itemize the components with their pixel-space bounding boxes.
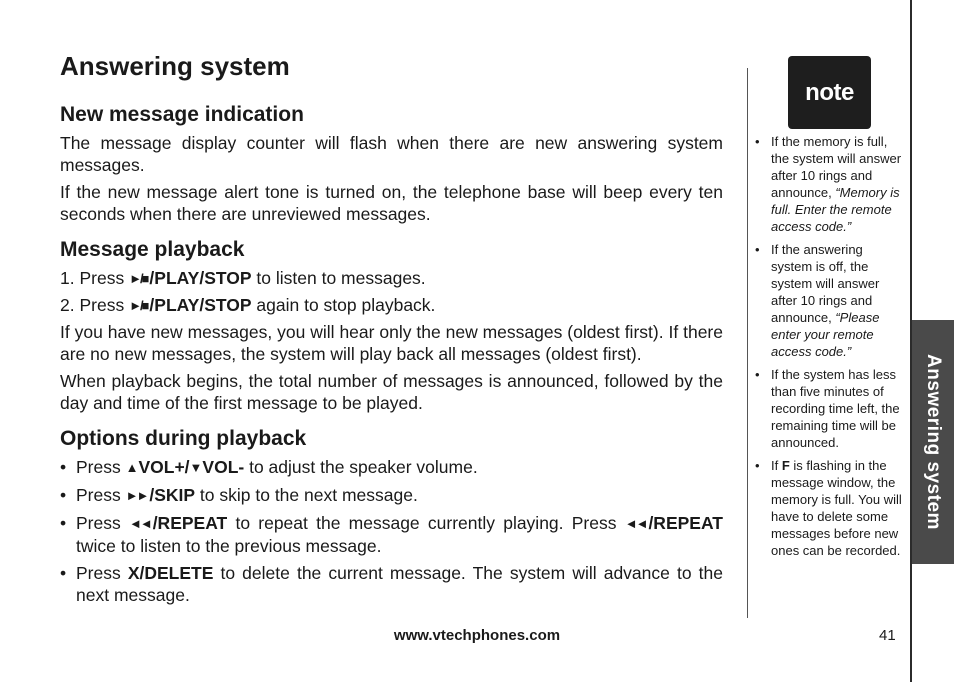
heading-message-playback: Message playback [60, 238, 245, 261]
option-volume: • Press ▲ VOL+/▼ VOL- to adjust the speaker volume. [60, 456, 723, 479]
option-repeat: • Press ◄◄ /REPEAT to repeat the message currently playing. Press ◄◄ /REPEAT twice to listen to the previous message. [60, 512, 723, 557]
side-tab-label: Answering system [923, 354, 944, 530]
note-badge: note [788, 56, 871, 129]
page-number: 41 [879, 627, 896, 644]
main-content [60, 50, 723, 611]
skip-icon: ►► [125, 488, 148, 503]
play-stop-icon: ►/■ [129, 298, 148, 313]
footer-url: www.vtechphones.com [393, 627, 561, 644]
play-stop-icon: ►/■ [129, 271, 148, 286]
playback-step-1: 1. Press ►/■ /PLAY/STOP to listen to messages. [60, 268, 426, 288]
repeat-icon: ◄◄ [128, 516, 151, 531]
heading-new-message: New message indication [60, 103, 304, 126]
note-item-time-left: • If the system has less than five minutes of recording time left, the remaining time will be announced. [755, 366, 905, 451]
column-divider [747, 68, 748, 618]
repeat-icon: ◄◄ [624, 516, 647, 531]
page-title: Answering system [60, 51, 290, 81]
volume-down-icon: ▼ [189, 460, 201, 475]
note-item-memory-full: • If the memory is full, the system will answer after 10 rings and announce, “Memory is full. Enter the remote access code.” [755, 133, 905, 235]
option-delete: • Press X/DELETE to delete the current message. The system will advance to the next message. [60, 562, 723, 606]
playback-paragraph-1: If you have new messages, you will hear only the new messages (oldest first). If there are no new messages, the system will play back all messages (oldest first). [60, 322, 723, 364]
note-item-system-off: • If the answering system is off, the system will answer after 10 rings and announce, “Please enter your remote access code.” [755, 241, 905, 360]
notes-list [755, 133, 905, 565]
playback-paragraph-2: When playback begins, the total number of messages is announced, followed by the day and time of the first message to be played. [60, 371, 723, 413]
section-side-tab [912, 320, 954, 564]
note-item-f-flashing: • If F is flashing in the message window, the memory is full. You will have to delete some messages before new ones can be recorded. [755, 457, 905, 559]
playback-step-2: 2. Press ►/■ /PLAY/STOP again to stop playback. [60, 295, 436, 315]
option-skip: • Press ►► /SKIP to skip to the next message. [60, 484, 723, 507]
new-message-paragraph-2: If the new message alert tone is turned on, the telephone base will beep every ten seconds when there are unreviewed messages. [60, 182, 723, 224]
heading-options-playback: Options during playback [60, 427, 307, 450]
volume-up-icon: ▲ [125, 460, 137, 475]
options-list [60, 456, 723, 606]
new-message-paragraph-1: The message display counter will flash when there are new answering system messages. [60, 133, 723, 175]
